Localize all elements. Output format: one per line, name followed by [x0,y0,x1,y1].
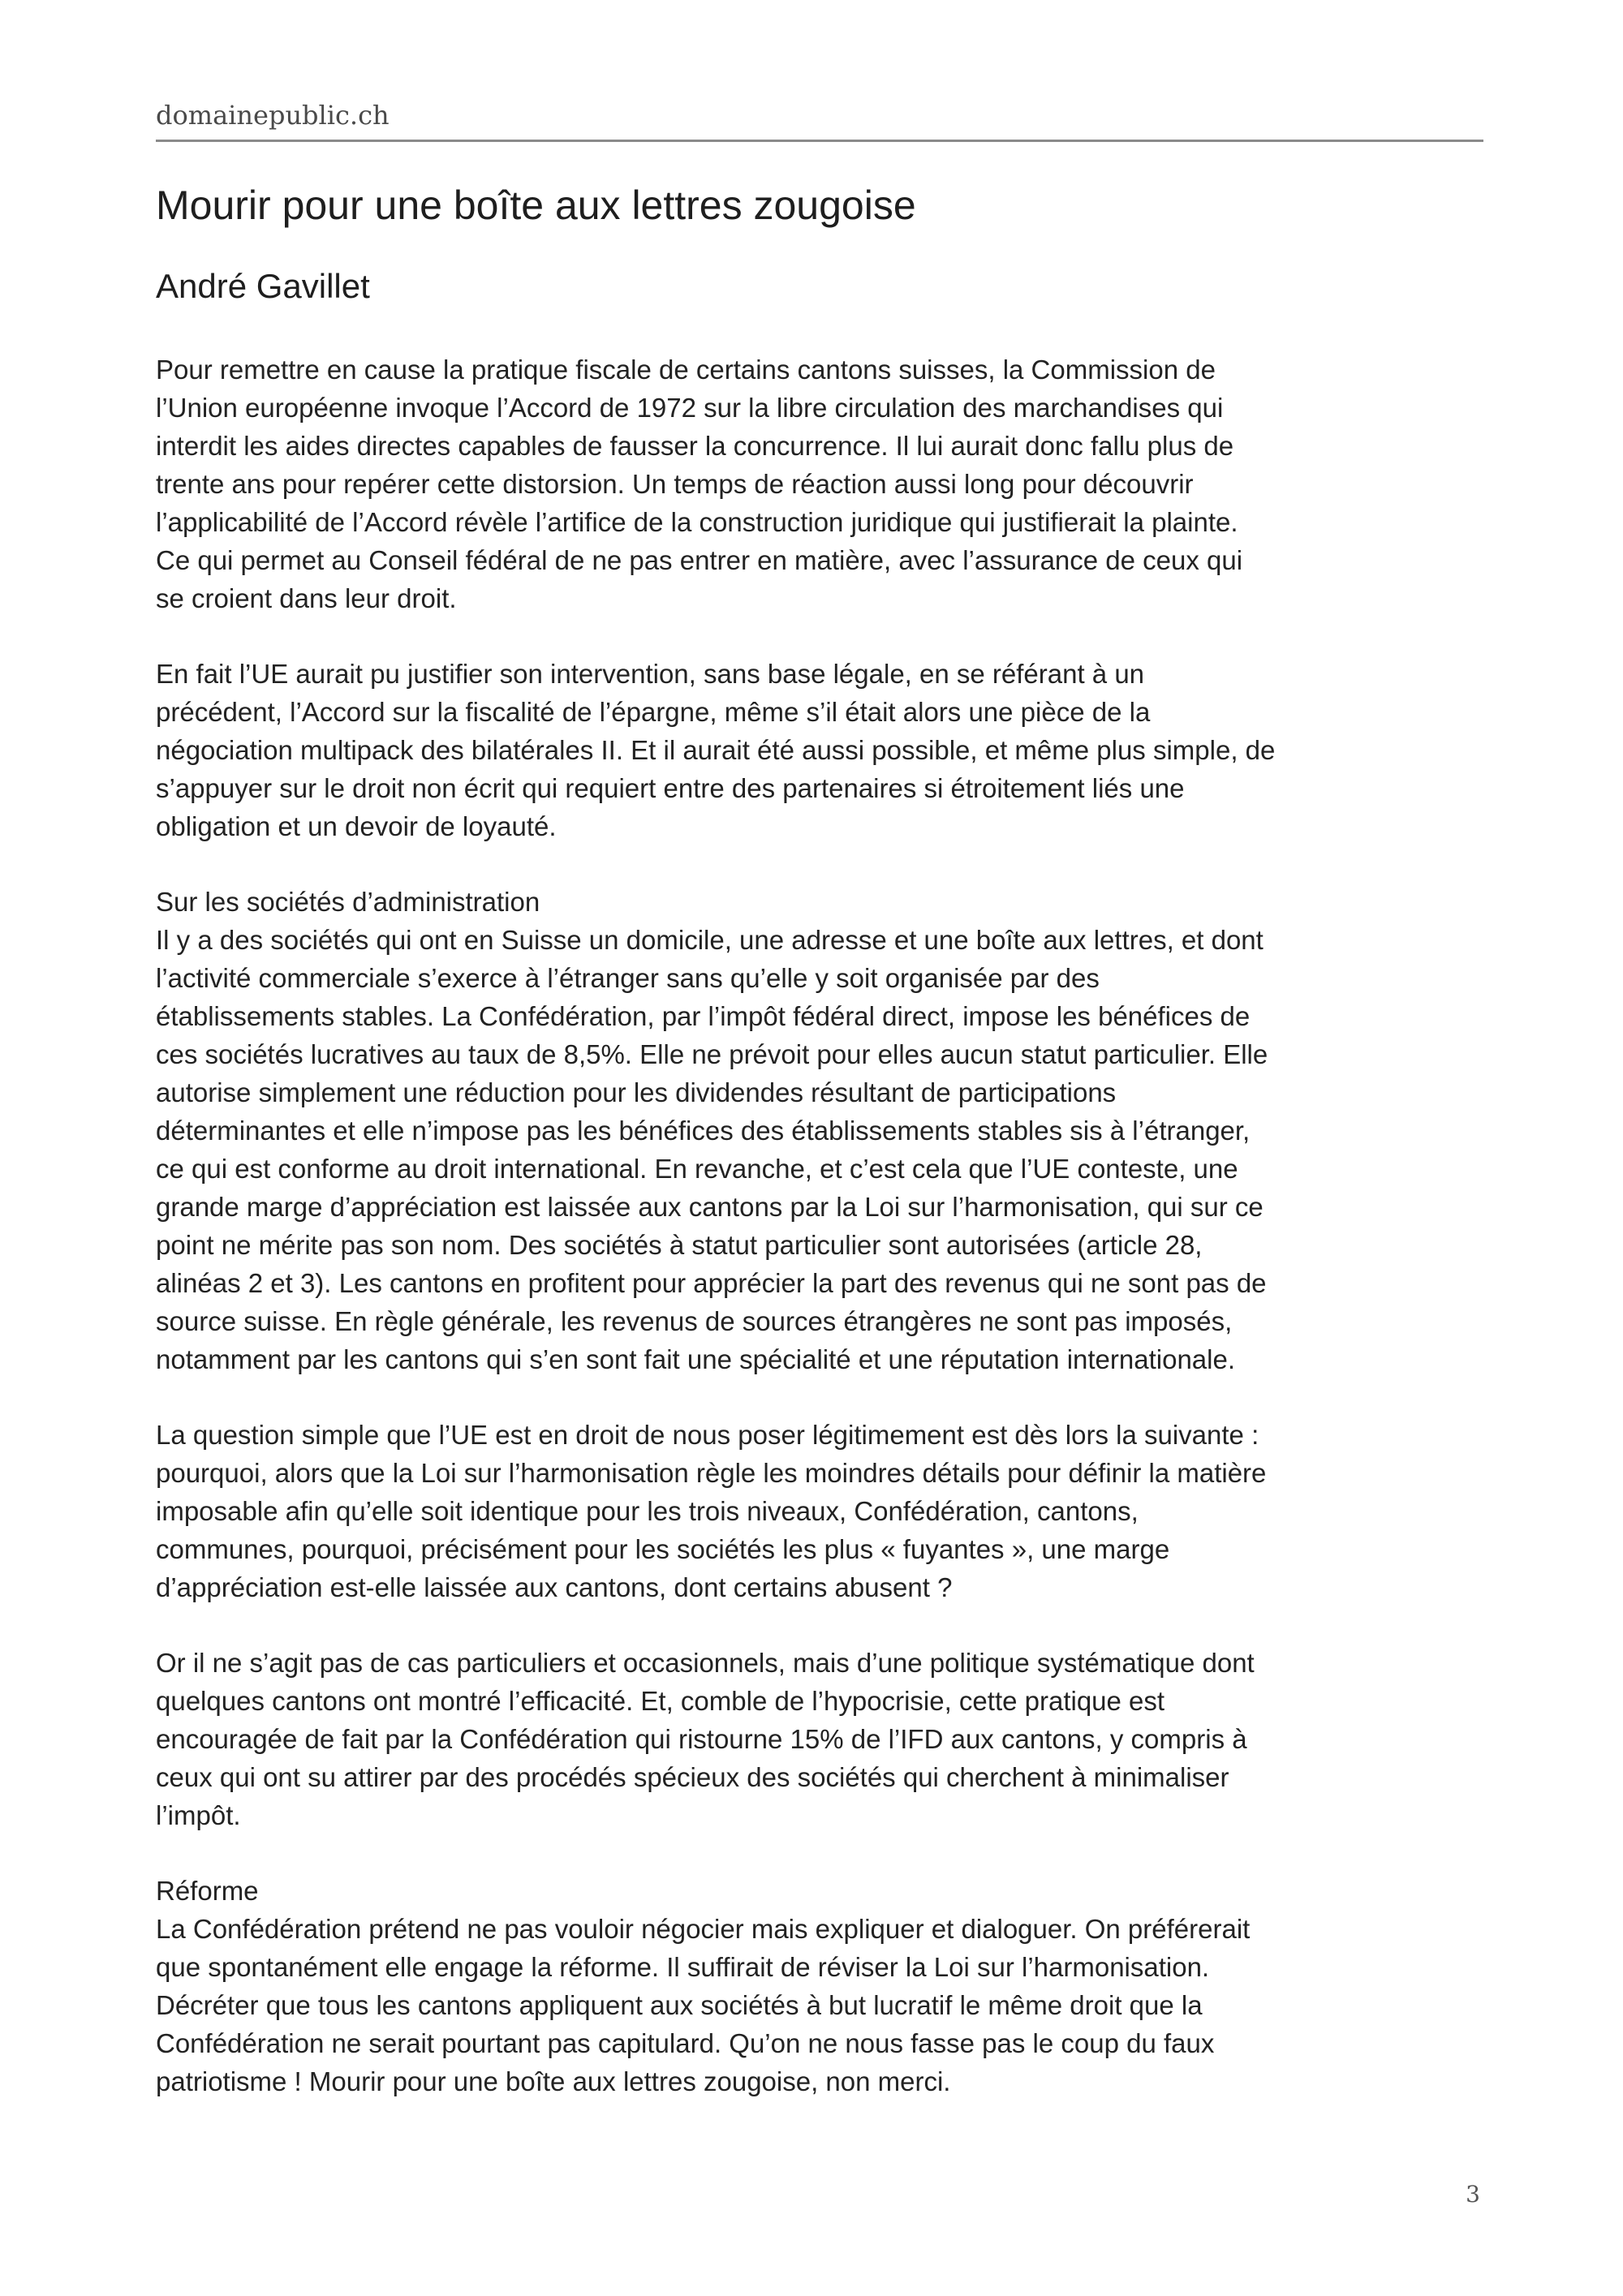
text-line: grande marge d’appréciation est laissée aux cantons par la Loi sur l’harmonisation, qui sur ce [156,1192,1264,1222]
article-title: Mourir pour une boîte aux lettres zougoise [156,183,916,228]
text-line: précédent, l’Accord sur la fiscalité de l’épargne, même s’il était alors une pièce de la [156,697,1151,727]
text-line: l’applicabilité de l’Accord révèle l’artifice de la construction juridique qui justifierait la plainte. [156,507,1238,537]
text-line: imposable afin qu’elle soit identique pour les trois niveaux, Confédération, cantons, [156,1496,1139,1526]
paragraph-6 [156,1872,1487,2100]
article [156,177,1487,2138]
text-line: Pour remettre en cause la pratique fiscale de certains cantons suisses, la Commission de [156,355,1216,385]
text-line: alinéas 2 et 3). Les cantons en profitent pour apprécier la part des revenus qui ne sont pas de [156,1268,1267,1298]
paragraph-4 [156,1416,1487,1606]
text-line: ce qui est conforme au droit international. En revanche, et c’est cela que l’UE conteste, une [156,1154,1238,1184]
text-line: La question simple que l’UE est en droit de nous poser légitimement est dès lors la suivante : [156,1420,1259,1450]
text-line: l’impôt. [156,1800,241,1830]
text-line: interdit les aides directes capables de fausser la concurrence. Il lui aurait donc fallu plus de [156,431,1234,461]
text-line: d’appréciation est-elle laissée aux cantons, dont certains abusent ? [156,1572,953,1602]
text-line: trente ans pour repérer cette distorsion. Un temps de réaction aussi long pour découvrir [156,469,1194,499]
article-body [156,350,1487,2100]
section-heading: Sur les sociétés d’administration [156,887,540,917]
text-line: ceux qui ont su attirer par des procédés spécieux des sociétés qui cherchent à minimaliser [156,1762,1229,1792]
text-line: ces sociétés lucratives au taux de 8,5%. Elle ne prévoit pour elles aucun statut particulier. Elle [156,1039,1268,1069]
text-line: patriotisme ! Mourir pour une boîte aux lettres zougoise, non merci. [156,2066,951,2096]
text-line: Il y a des sociétés qui ont en Suisse un domicile, une adresse et une boîte aux lettres, et dont [156,925,1264,955]
text-line: l’activité commerciale s’exerce à l’étranger sans qu’elle y soit organisée par des [156,963,1100,993]
text-line: établissements stables. La Confédération, par l’impôt fédéral direct, impose les bénéfices de [156,1001,1251,1031]
text-line: Décréter que tous les cantons appliquent aux sociétés à but lucratif le même droit que la [156,1990,1203,2020]
text-line: l’Union européenne invoque l’Accord de 1972 sur la libre circulation des marchandises qui [156,393,1224,423]
text-line: autorise simplement une réduction pour les dividendes résultant de participations [156,1077,1117,1107]
text-line: négociation multipack des bilatérales II. Et il aurait été aussi possible, et même plus simple, de [156,735,1276,765]
text-line: point ne mérite pas son nom. Des sociétés à statut particulier sont autorisées (article 28, [156,1230,1203,1260]
text-line: source suisse. En règle générale, les revenus de sources étrangères ne sont pas imposés, [156,1306,1233,1336]
paragraph-2 [156,655,1487,845]
text-line: encouragée de fait par la Confédération qui ristourne 15% de l’IFD aux cantons, y compris à [156,1724,1247,1754]
text-line: La Confédération prétend ne pas vouloir négocier mais expliquer et dialoguer. On préférerait [156,1914,1251,1944]
site-name: domainepublic.ch [156,100,390,131]
text-line: pourquoi, alors que la Loi sur l’harmonisation règle les moindres détails pour définir la matière [156,1458,1267,1488]
article-author: André Gavillet [156,267,370,305]
text-line: se croient dans leur droit. [156,583,457,613]
text-line: Confédération ne serait pourtant pas capitulard. Qu’on ne nous fasse pas le coup du faux [156,2028,1215,2058]
site-header [156,97,1483,142]
text-line: que spontanément elle engage la réforme. Il suffirait de réviser la Loi sur l’harmonisation. [156,1952,1210,1982]
text-line: déterminantes et elle n’impose pas les bénéfices des établissements stables sis à l’étranger, [156,1116,1251,1146]
text-line: obligation et un devoir de loyauté. [156,811,557,841]
text-line: quelques cantons ont montré l’efficacité. Et, comble de l’hypocrisie, cette pratique est [156,1686,1165,1716]
text-line: En fait l’UE aurait pu justifier son intervention, sans base légale, en se référant à un [156,659,1145,689]
text-line: communes, pourquoi, précisément pour les sociétés les plus « fuyantes », une marge [156,1534,1170,1564]
text-line: Or il ne s’agit pas de cas particuliers et occasionnels, mais d’une politique systématique dont [156,1648,1255,1678]
paragraph-1 [156,350,1487,617]
page-number: 3 [1466,2181,1480,2208]
section-heading: Réforme [156,1876,259,1906]
text-line: notamment par les cantons qui s’en sont fait une spécialité et une réputation internationale. [156,1344,1236,1374]
text-line: s’appuyer sur le droit non écrit qui requiert entre des partenaires si étroitement liés une [156,773,1185,803]
paragraph-3 [156,883,1487,1378]
paragraph-5 [156,1644,1487,1834]
text-line: Ce qui permet au Conseil fédéral de ne pas entrer en matière, avec l’assurance de ceux qui [156,545,1243,575]
